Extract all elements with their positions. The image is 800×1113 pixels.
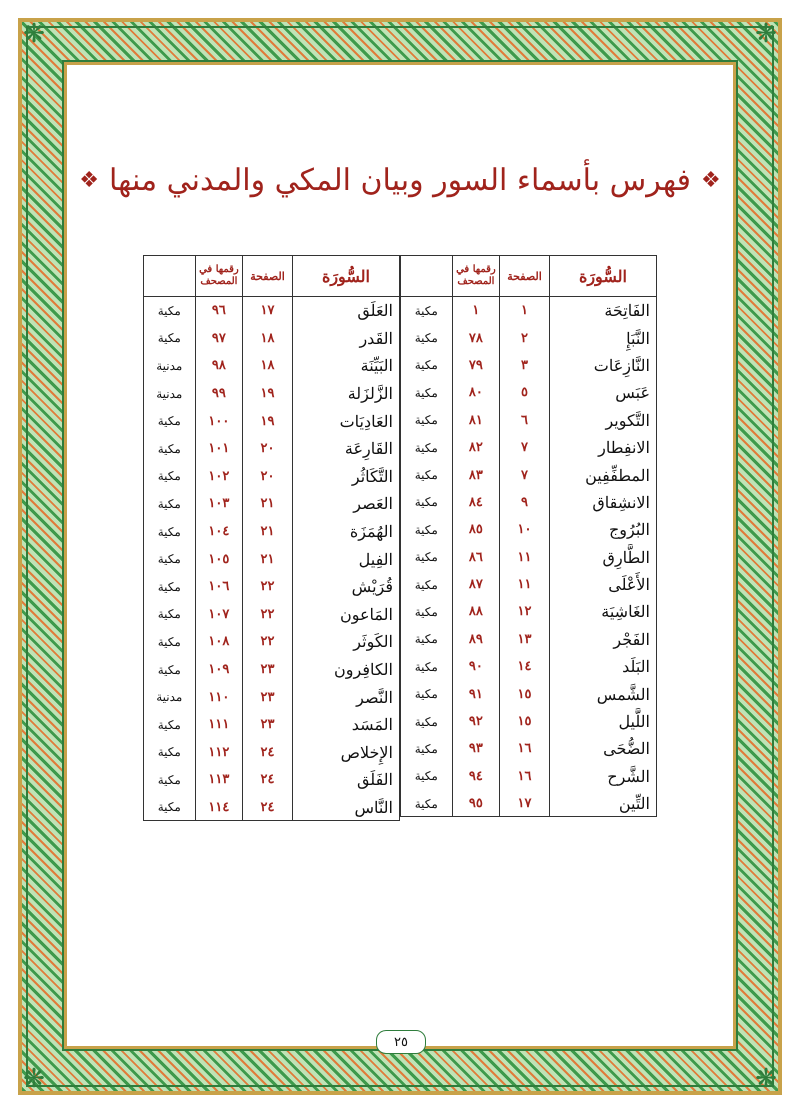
table-row (144, 407, 399, 435)
sura-number: ١٠٤ (195, 518, 243, 546)
table-row (401, 297, 656, 324)
sura-type: مكية (414, 604, 438, 619)
table-row (401, 516, 656, 543)
sura-page: ١٥ (499, 680, 549, 707)
table-row (144, 573, 399, 601)
sura-number: ٩٠ (452, 653, 500, 680)
table-body (401, 297, 656, 817)
sura-number: ٨٨ (452, 598, 500, 625)
sura-name: الانشِقاق (549, 489, 656, 516)
table-row (144, 794, 399, 822)
sura-number: ١٠٢ (195, 463, 243, 491)
sura-number: ١٠١ (195, 435, 243, 463)
header-number: رقمها في المصحف (452, 256, 500, 296)
sura-page: ١٧ (242, 297, 292, 325)
sura-name: الطَّارِق (549, 544, 656, 571)
sura-type: مكية (157, 469, 181, 484)
sura-number: ٩٨ (195, 352, 243, 380)
page-title: فهرس بأسماء السور وبيان المكي والمدني منها (109, 162, 691, 198)
sura-number: ٨٧ (452, 571, 500, 598)
sura-page: ٢١ (242, 490, 292, 518)
sura-number: ١٠٩ (195, 656, 243, 684)
sura-name: المطفِّفِين (549, 461, 656, 488)
sura-name: النَّصر (292, 683, 399, 711)
sura-number: ١٠٧ (195, 601, 243, 629)
header-page: الصفحة (242, 256, 292, 296)
table-row (401, 763, 656, 790)
sura-page: ٢٠ (242, 463, 292, 491)
sura-page: ١١ (499, 571, 549, 598)
table-row (144, 380, 399, 408)
sura-number: ٨٣ (452, 461, 500, 488)
table-row (401, 324, 656, 351)
sura-type: مكية (157, 634, 181, 649)
sura-type: مكية (157, 800, 181, 815)
sura-type: مكية (414, 385, 438, 400)
sura-name: النَّبَإِ (549, 324, 656, 351)
sura-number: ١١٢ (195, 739, 243, 767)
sura-name: الفَلَق (292, 766, 399, 794)
sura-page: ٢٣ (242, 683, 292, 711)
table-row (401, 544, 656, 571)
table-row (144, 683, 399, 711)
sura-number: ٩٣ (452, 735, 500, 762)
table-row (401, 461, 656, 488)
sura-page: ٣ (499, 352, 549, 379)
sura-name: الغَاشِيَة (549, 598, 656, 625)
table-row (144, 601, 399, 629)
table-row (144, 739, 399, 767)
sura-page: ١٨ (242, 352, 292, 380)
sura-name: الضُّحَى (549, 735, 656, 762)
table-row (401, 626, 656, 653)
sura-page: ١٤ (499, 653, 549, 680)
table-row (144, 463, 399, 491)
sura-page: ١٩ (242, 380, 292, 408)
sura-number: ١٠٨ (195, 628, 243, 656)
sura-page: ١٨ (242, 325, 292, 353)
corner-ornament-icon: ❋ (755, 1064, 777, 1094)
sura-type: مكية (414, 522, 438, 537)
sura-page: ٢ (499, 324, 549, 351)
sura-number: ٩٧ (195, 325, 243, 353)
table-row (144, 325, 399, 353)
sura-type: مدنية (156, 358, 183, 373)
sura-page: ١٢ (499, 598, 549, 625)
sura-name: القَدر (292, 325, 399, 353)
sura-type: مكية (414, 303, 438, 318)
sura-number: ١١١ (195, 711, 243, 739)
sura-page: ٢٣ (242, 656, 292, 684)
sura-type: مكية (157, 662, 181, 677)
sura-name: قُرَيْش (292, 573, 399, 601)
sura-type: مكية (157, 496, 181, 511)
sura-page: ١٥ (499, 708, 549, 735)
sura-number: ٨٠ (452, 379, 500, 406)
sura-name: الزَّلزَلة (292, 380, 399, 408)
sura-page: ٥ (499, 379, 549, 406)
sura-type: مكية (414, 577, 438, 592)
sura-type: مكية (157, 607, 181, 622)
sura-type: مكية (414, 413, 438, 428)
table-header (401, 256, 656, 297)
sura-type: مدنية (156, 690, 183, 705)
table-header (144, 256, 399, 297)
sura-number: ٧٨ (452, 324, 500, 351)
sura-page: ٩ (499, 489, 549, 516)
sura-name: عَبَس (549, 379, 656, 406)
sura-number: ٩٩ (195, 380, 243, 408)
table-row (401, 735, 656, 762)
sura-name: الكَوثَر (292, 628, 399, 656)
header-number: رقمها في المصحف (195, 256, 243, 296)
sura-type: مكية (414, 495, 438, 510)
table-row (144, 352, 399, 380)
sura-page: ٢٢ (242, 573, 292, 601)
sura-name: العَصر (292, 490, 399, 518)
sura-number: ١٠٦ (195, 573, 243, 601)
sura-page: ١٠ (499, 516, 549, 543)
sura-name: الانفِطار (549, 434, 656, 461)
sura-type: مكية (414, 741, 438, 756)
sura-type: مكية (157, 772, 181, 787)
ornament-icon: ❖ (700, 167, 721, 193)
sura-number: ٨٤ (452, 489, 500, 516)
sura-page: ٢٢ (242, 601, 292, 629)
header-page: الصفحة (499, 256, 549, 296)
sura-page: ١٧ (499, 790, 549, 817)
sura-page: ١٣ (499, 626, 549, 653)
table-row (401, 571, 656, 598)
table-row (401, 379, 656, 406)
sura-table-right (400, 255, 657, 817)
sura-page: ٦ (499, 407, 549, 434)
sura-name: النَّازِعَات (549, 352, 656, 379)
sura-type: مكية (157, 331, 181, 346)
sura-page: ٢٤ (242, 794, 292, 822)
sura-name: الشَّمس (549, 680, 656, 707)
sura-type: مكية (157, 579, 181, 594)
sura-number: ١٠٥ (195, 545, 243, 573)
sura-type: مكية (157, 441, 181, 456)
sura-name: الفِيل (292, 545, 399, 573)
sura-name: الإِخلاص (292, 739, 399, 767)
table-row (144, 435, 399, 463)
header-sura: السُّورَة (549, 256, 656, 296)
sura-type: مكية (414, 714, 438, 729)
table-row (144, 518, 399, 546)
table-row (401, 598, 656, 625)
sura-type: مكية (414, 687, 438, 702)
sura-number: ٩٢ (452, 708, 500, 735)
sura-name: الفَجْر (549, 626, 656, 653)
sura-page: ١ (499, 297, 549, 324)
sura-name: البَيِّنَة (292, 352, 399, 380)
sura-number: ٩٤ (452, 763, 500, 790)
sura-type: مكية (414, 440, 438, 455)
corner-ornament-icon: ❋ (755, 19, 777, 49)
sura-type: مكية (157, 524, 181, 539)
table-row (401, 708, 656, 735)
sura-number: ٩١ (452, 680, 500, 707)
sura-type: مكية (414, 331, 438, 346)
corner-ornament-icon: ❋ (23, 19, 45, 49)
sura-table-left (143, 255, 400, 821)
table-row (144, 711, 399, 739)
table-row (401, 352, 656, 379)
page-title-block (79, 150, 721, 210)
sura-name: المَسَد (292, 711, 399, 739)
sura-name: البُرُوج (549, 516, 656, 543)
sura-name: النَّاس (292, 794, 399, 822)
sura-page: ٧ (499, 461, 549, 488)
sura-page: ٢١ (242, 545, 292, 573)
sura-type: مكية (157, 414, 181, 429)
sura-page: ٢١ (242, 518, 292, 546)
ornament-icon: ❖ (79, 167, 100, 193)
sura-type: مكية (414, 632, 438, 647)
sura-page: ١٦ (499, 735, 549, 762)
sura-type: مكية (157, 303, 181, 318)
sura-page: ٢٤ (242, 739, 292, 767)
sura-type: مكية (414, 468, 438, 483)
sura-type: مكية (414, 659, 438, 674)
sura-name: التَّكَاثُر (292, 463, 399, 491)
sura-name: التَّكوير (549, 407, 656, 434)
sura-page: ١٩ (242, 407, 292, 435)
sura-number: ٨١ (452, 407, 500, 434)
sura-page: ١١ (499, 544, 549, 571)
sura-page: ٢٢ (242, 628, 292, 656)
header-sura: السُّورَة (292, 256, 399, 296)
sura-type: مكية (414, 769, 438, 784)
header-type (144, 256, 195, 296)
sura-type: مكية (414, 358, 438, 373)
sura-number: ٨٩ (452, 626, 500, 653)
sura-name: البَلَد (549, 653, 656, 680)
sura-name: القَارِعَة (292, 435, 399, 463)
sura-name: الشَّرح (549, 763, 656, 790)
sura-page: ٧ (499, 434, 549, 461)
sura-page: ٢٤ (242, 766, 292, 794)
table-row (401, 434, 656, 461)
table-row (144, 297, 399, 325)
sura-number: ٨٦ (452, 544, 500, 571)
sura-name: المَاعون (292, 601, 399, 629)
sura-number: ١١٠ (195, 683, 243, 711)
table-row (401, 407, 656, 434)
table-row (401, 489, 656, 516)
sura-type: مكية (414, 796, 438, 811)
table-row (144, 628, 399, 656)
table-row (144, 545, 399, 573)
sura-page: ١٦ (499, 763, 549, 790)
sura-type: مكية (157, 717, 181, 732)
table-row (144, 490, 399, 518)
table-row (144, 656, 399, 684)
sura-type: مدنية (156, 386, 183, 401)
sura-name: الهُمَزَة (292, 518, 399, 546)
sura-number: ١ (452, 297, 500, 324)
sura-page: ٢٠ (242, 435, 292, 463)
sura-name: التِّين (549, 790, 656, 817)
table-row (144, 766, 399, 794)
page-number: ٢٥ (376, 1030, 426, 1054)
corner-ornament-icon: ❋ (23, 1064, 45, 1094)
table-row (401, 653, 656, 680)
sura-type: مكية (157, 745, 181, 760)
sura-number: ٩٦ (195, 297, 243, 325)
sura-name: الفَاتِحَة (549, 297, 656, 324)
table-row (401, 680, 656, 707)
sura-page: ٢٣ (242, 711, 292, 739)
sura-name: العَادِيَات (292, 407, 399, 435)
sura-type: مكية (414, 550, 438, 565)
sura-name: اللَّيل (549, 708, 656, 735)
sura-number: ٨٥ (452, 516, 500, 543)
sura-type: مكية (157, 552, 181, 567)
table-body (144, 297, 399, 821)
sura-name: الكافِرون (292, 656, 399, 684)
sura-number: ٧٩ (452, 352, 500, 379)
sura-number: ١٠٠ (195, 407, 243, 435)
header-type (401, 256, 452, 296)
table-row (401, 790, 656, 817)
sura-number: ١١٣ (195, 766, 243, 794)
sura-number: ٩٥ (452, 790, 500, 817)
sura-name: العَلَق (292, 297, 399, 325)
sura-number: ٨٢ (452, 434, 500, 461)
sura-number: ١٠٣ (195, 490, 243, 518)
sura-number: ١١٤ (195, 794, 243, 822)
sura-name: الأَعْلَى (549, 571, 656, 598)
